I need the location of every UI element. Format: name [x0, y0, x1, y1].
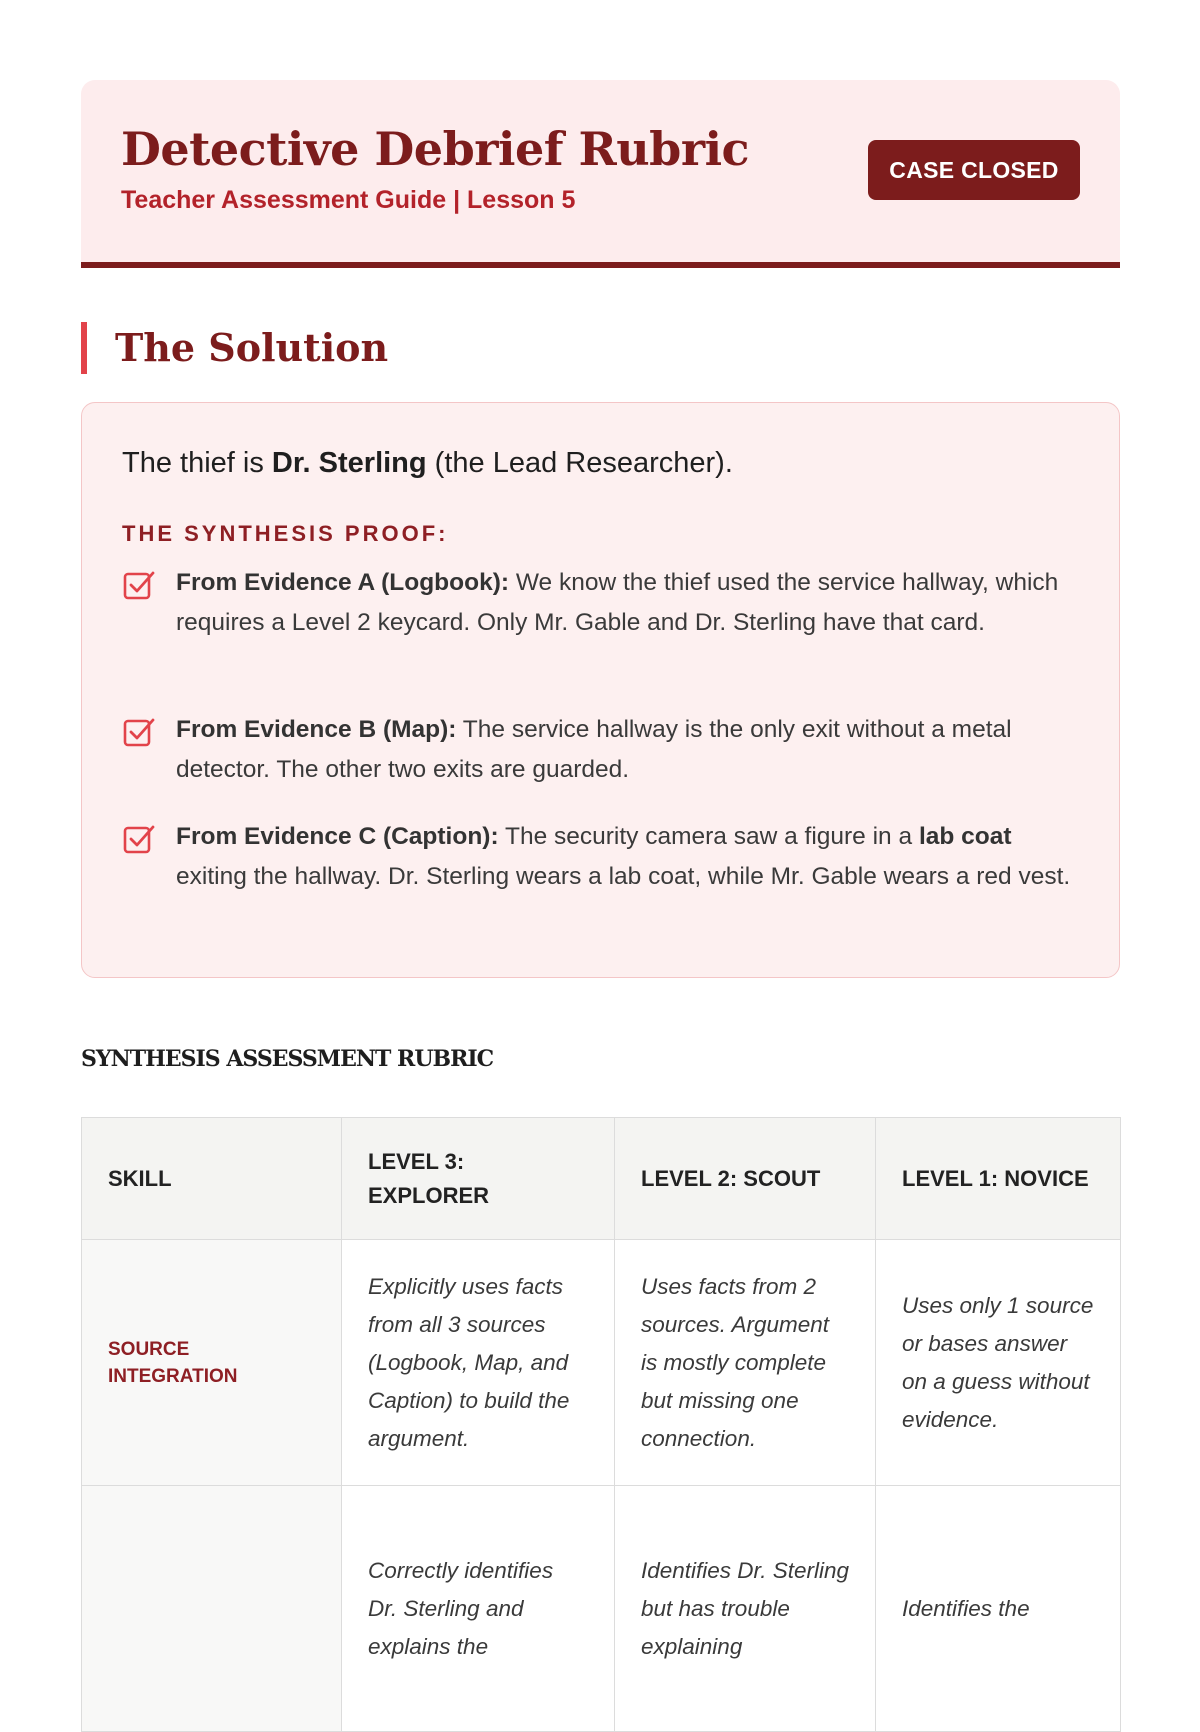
level-3-cell: Correctly identifies Dr. Sterling and explains the	[342, 1486, 615, 1732]
proof-body: The service hallway is the only exit without a metal detector. The other two exits are guarded.	[176, 716, 1012, 783]
level-2-cell: Uses facts from 2 sources. Argument is mostly complete but missing one connection.	[615, 1240, 876, 1486]
page-title: Detective Debrief Rubric	[121, 122, 750, 176]
checkbox-check-icon	[122, 821, 158, 857]
table-row	[82, 1240, 1121, 1486]
proof-text	[176, 817, 1082, 897]
table-row	[82, 1486, 1121, 1732]
header-level-2: LEVEL 2: SCOUT	[615, 1118, 876, 1240]
level-3-cell: Explicitly uses facts from all 3 sources (Logbook, Map, and Caption) to build the argument.	[342, 1240, 615, 1486]
proof-body-before: The security camera saw a figure in a	[498, 823, 919, 850]
level-1-cell: Identifies the	[876, 1486, 1121, 1732]
thief-prefix: The thief is	[122, 447, 272, 479]
page-subtitle: Teacher Assessment Guide | Lesson 5	[121, 186, 576, 214]
proof-label: From Evidence A (Logbook):	[176, 569, 510, 596]
proof-label: From Evidence B (Map):	[176, 716, 457, 743]
proof-label: From Evidence C (Caption):	[176, 823, 499, 850]
page-header	[81, 80, 1120, 268]
checkbox-check-icon	[122, 714, 158, 750]
case-closed-badge: CASE CLOSED	[868, 140, 1080, 200]
thief-suffix: (the Lead Researcher).	[426, 447, 733, 479]
rubric-table	[81, 1117, 1121, 1732]
rubric-title: SYNTHESIS ASSESSMENT RUBRIC	[81, 1046, 494, 1072]
table-header-row	[82, 1118, 1121, 1240]
synthesis-proof-heading: THE SYNTHESIS PROOF:	[122, 521, 449, 546]
skill-cell: SOURCE INTEGRATION	[82, 1240, 342, 1486]
proof-body-after: exiting the hallway. Dr. Sterling wears a lab coat, while Mr. Gable wears a red vest.	[176, 863, 1071, 890]
thief-statement	[122, 447, 733, 480]
solution-panel	[81, 402, 1120, 978]
header-skill: SKILL	[82, 1118, 342, 1240]
skill-cell	[82, 1486, 342, 1732]
proof-text	[176, 563, 1082, 643]
thief-name: Dr. Sterling	[271, 447, 427, 479]
solution-section-title: The Solution	[81, 322, 388, 374]
proof-body: We know the thief used the service hallway, which requires a Level 2 keycard. Only Mr. Gable and Dr. Sterling have that card.	[176, 569, 1059, 636]
checkbox-check-icon	[122, 567, 158, 603]
header-level-1: LEVEL 1: NOVICE	[876, 1118, 1121, 1240]
proof-emphasis: lab coat	[918, 823, 1012, 850]
header-level-3: LEVEL 3: EXPLORER	[342, 1118, 615, 1240]
level-2-cell: Identifies Dr. Sterling but has trouble explaining	[615, 1486, 876, 1732]
proof-text	[176, 710, 1082, 790]
level-1-cell: Uses only 1 source or bases answer on a guess without evidence.	[876, 1240, 1121, 1486]
